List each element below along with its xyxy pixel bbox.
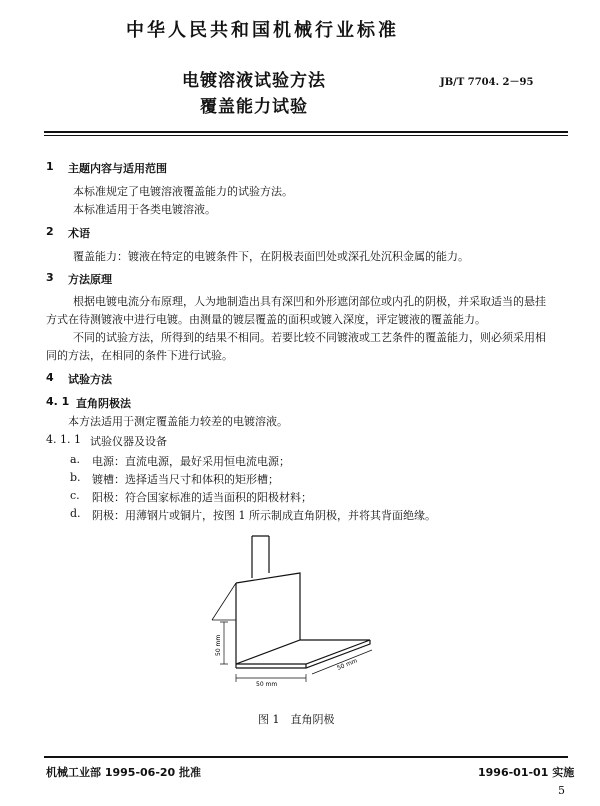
list-marker-c: c. [70, 489, 80, 502]
section-1-para-2: 本标准适用于各类电镀溶液。 [73, 203, 216, 216]
subsection-4-1-1-title: 试验仪器及设备 [90, 435, 167, 448]
dimension-horizontal: 50 mm [256, 681, 278, 688]
section-1-number: 1 [46, 160, 54, 173]
subsection-4-1-para: 本方法适用于测定覆盖能力较差的电镀溶液。 [68, 415, 288, 428]
section-3-number: 3 [46, 271, 54, 284]
list-item-b: 镀槽：选择适当尺寸和体积的矩形槽； [92, 473, 279, 486]
section-4-number: 4 [46, 371, 54, 384]
list-item-c: 阳极：符合国家标准的适当面积的阳极材料； [92, 491, 312, 504]
doc-title-line1: 电镀溶液试验方法 [182, 71, 326, 91]
list-marker-a: a. [70, 453, 81, 466]
section-3-para-2-line-1: 不同的试验方法，所得到的结果不相同。若要比较不同镀液或工艺条件的覆盖能力，则必须采用相 [73, 331, 546, 344]
subsection-4-1-title: 直角阴极法 [76, 397, 131, 410]
page-number: 5 [558, 784, 565, 797]
header-rule-thin [44, 135, 568, 136]
header-rule-thick [44, 131, 568, 133]
section-2-para: 覆盖能力：镀液在特定的电镀条件下，在阴极表面凹处或深孔处沉积金属的能力。 [73, 250, 469, 263]
standard-number: JB/T 7704. 2－95 [440, 77, 534, 88]
dimension-depth: 50 mm [336, 657, 359, 672]
section-3-title: 方法原理 [68, 273, 112, 286]
subsection-4-1-1-number: 4. 1. 1 [46, 433, 81, 446]
section-3-para-1-line-1: 根据电镀电流分布原理，人为地制造出具有深凹和外形遮闭部位或内孔的阴极，并采取适当的悬挂 [73, 295, 546, 308]
section-1-para-1: 本标准规定了电镀溶液覆盖能力的试验方法。 [73, 185, 293, 198]
doc-title-line2: 覆盖能力试验 [200, 97, 308, 117]
section-4-title: 试验方法 [68, 373, 112, 386]
section-3-para-1-line-2: 方式在待测镀液中进行电镀。由测量的镀层覆盖的面积或镀入深度，评定镀液的覆盖能力。 [46, 313, 486, 326]
cathode-tab [252, 536, 269, 578]
list-item-a: 电源：直流电源，最好采用恒电流电源； [92, 455, 290, 468]
figure-caption: 图 1 直角阴极 [258, 713, 335, 726]
footer-rule [44, 756, 568, 758]
implemented-date: 1996-01-01 实施 [478, 766, 575, 779]
section-2-title: 术语 [68, 227, 90, 240]
dimension-vertical: 50 mm [215, 634, 222, 656]
section-2-number: 2 [46, 225, 54, 238]
right-angle-cathode-figure [190, 528, 400, 698]
list-marker-b: b. [70, 471, 81, 484]
issued-date: 机械工业部 1995-06-20 批准 [46, 766, 202, 779]
list-marker-d: d. [70, 507, 81, 520]
section-1-title: 主题内容与适用范围 [68, 162, 167, 175]
cathode-vertical-plate [236, 573, 300, 664]
subsection-4-1-number: 4. 1 [46, 395, 70, 408]
org-title: 中华人民共和国机械行业标准 [126, 20, 399, 41]
section-3-para-2-line-2: 同的方法，在相同的条件下进行试验。 [46, 349, 233, 362]
list-item-d: 阴极：用薄钢片或铜片，按图 1 所示制成直角阴极，并将其背面绝缘。 [92, 509, 436, 522]
